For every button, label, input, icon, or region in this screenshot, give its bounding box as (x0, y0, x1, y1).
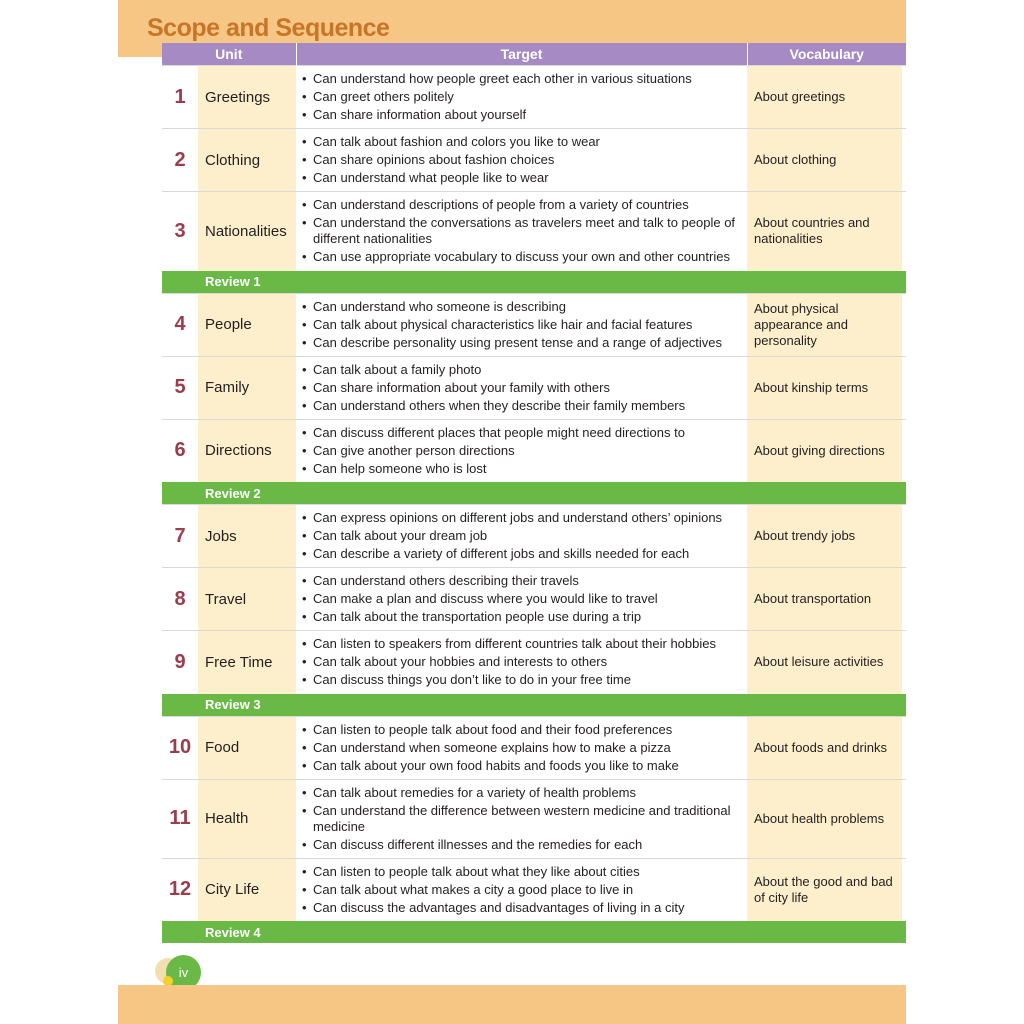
review-label: Review 2 (162, 482, 906, 505)
unit-name: Clothing (198, 129, 296, 192)
target-cell (296, 293, 747, 356)
target-item: • Can share opinions about fashion choices (302, 152, 743, 168)
target-item: • Can listen to people talk about food and their food preferences (302, 722, 743, 738)
vocabulary-cell: About greetings (747, 66, 902, 129)
vocabulary-cell: About health problems (747, 779, 902, 858)
target-item: • Can understand the difference between western medicine and traditional medicine (302, 803, 743, 835)
bottom-color-band (118, 985, 906, 1024)
vocabulary-cell: About transportation (747, 568, 902, 631)
unit-number: 5 (162, 356, 198, 419)
unit-number: 7 (162, 505, 198, 568)
target-item: • Can talk about what makes a city a good place to live in (302, 882, 743, 898)
target-item: • Can talk about your dream job (302, 528, 743, 544)
header-vocabulary: Vocabulary (747, 43, 906, 66)
page-number: iv (166, 955, 201, 990)
target-item: • Can share information about your family with others (302, 380, 743, 396)
target-item: • Can understand others describing their travels (302, 573, 743, 589)
target-item: • Can share information about yourself (302, 107, 743, 123)
unit-row (162, 293, 906, 356)
unit-name: Health (198, 779, 296, 858)
unit-row (162, 716, 906, 779)
target-item: • Can listen to people talk about what they like about cities (302, 864, 743, 880)
unit-number: 6 (162, 419, 198, 482)
unit-name: Food (198, 716, 296, 779)
unit-row (162, 66, 906, 129)
unit-name: Family (198, 356, 296, 419)
review-label: Review 3 (162, 694, 906, 717)
target-item: • Can understand descriptions of people from a variety of countries (302, 197, 743, 213)
target-item: • Can use appropriate vocabulary to discuss your own and other countries (302, 249, 743, 265)
unit-number: 4 (162, 293, 198, 356)
target-cell (296, 66, 747, 129)
target-item: • Can understand the conversations as travelers meet and talk to people of different nationalities (302, 215, 743, 247)
target-cell (296, 419, 747, 482)
target-cell (296, 716, 747, 779)
target-cell (296, 356, 747, 419)
unit-number: 1 (162, 66, 198, 129)
header-unit: Unit (162, 43, 296, 66)
review-row (162, 271, 906, 294)
target-item: • Can give another person directions (302, 443, 743, 459)
unit-name: Free Time (198, 631, 296, 694)
target-cell (296, 779, 747, 858)
unit-name: Directions (198, 419, 296, 482)
vocabulary-cell: About physical appearance and personality (747, 293, 902, 356)
target-item: • Can discuss the advantages and disadvantages of living in a city (302, 900, 743, 916)
target-item: • Can talk about your hobbies and interests to others (302, 654, 743, 670)
vocabulary-cell: About countries and nationalities (747, 192, 902, 271)
target-item: • Can talk about the transportation people use during a trip (302, 609, 743, 625)
unit-number: 8 (162, 568, 198, 631)
target-item: • Can express opinions on different jobs and understand others’ opinions (302, 510, 743, 526)
target-item: • Can discuss different illnesses and the remedies for each (302, 837, 743, 853)
unit-name: Nationalities (198, 192, 296, 271)
review-row (162, 482, 906, 505)
target-item: • Can understand others when they describe their family members (302, 398, 743, 414)
unit-name: People (198, 293, 296, 356)
unit-number: 11 (162, 779, 198, 858)
target-item: • Can describe personality using present tense and a range of adjectives (302, 335, 743, 351)
vocabulary-cell: About clothing (747, 129, 902, 192)
target-item: • Can make a plan and discuss where you would like to travel (302, 591, 743, 607)
target-cell (296, 858, 747, 921)
unit-row (162, 505, 906, 568)
target-item: • Can talk about physical characteristics like hair and facial features (302, 317, 743, 333)
target-item: • Can discuss things you don’t like to do in your free time (302, 672, 743, 688)
unit-number: 2 (162, 129, 198, 192)
table-header-row (162, 43, 906, 66)
vocabulary-cell: About giving directions (747, 419, 902, 482)
target-item: • Can talk about your own food habits and foods you like to make (302, 758, 743, 774)
unit-number: 10 (162, 716, 198, 779)
target-cell (296, 129, 747, 192)
target-cell (296, 192, 747, 271)
page-title: Scope and Sequence (147, 14, 390, 42)
unit-name: Greetings (198, 66, 296, 129)
unit-row (162, 568, 906, 631)
review-row (162, 921, 906, 943)
target-item: • Can understand how people greet each other in various situations (302, 71, 743, 87)
review-row (162, 694, 906, 717)
target-item: • Can listen to speakers from different countries talk about their hobbies (302, 636, 743, 652)
unit-name: City Life (198, 858, 296, 921)
review-label: Review 4 (162, 921, 906, 943)
vocabulary-cell: About kinship terms (747, 356, 902, 419)
unit-row (162, 129, 906, 192)
vocabulary-cell: About the good and bad of city life (747, 858, 902, 921)
header-target: Target (296, 43, 747, 66)
target-item: • Can understand when someone explains how to make a pizza (302, 740, 743, 756)
unit-row (162, 419, 906, 482)
unit-row (162, 631, 906, 694)
review-label: Review 1 (162, 271, 906, 294)
unit-row (162, 356, 906, 419)
target-item: • Can understand who someone is describing (302, 299, 743, 315)
target-item: • Can talk about remedies for a variety of health problems (302, 785, 743, 801)
scope-sequence-table (162, 43, 906, 943)
vocabulary-cell: About leisure activities (747, 631, 902, 694)
target-cell (296, 631, 747, 694)
target-item: • Can talk about a family photo (302, 362, 743, 378)
unit-number: 9 (162, 631, 198, 694)
target-item: • Can understand what people like to wear (302, 170, 743, 186)
target-cell (296, 505, 747, 568)
unit-number: 12 (162, 858, 198, 921)
unit-row (162, 779, 906, 858)
target-item: • Can discuss different places that people might need directions to (302, 425, 743, 441)
unit-row (162, 192, 906, 271)
unit-name: Travel (198, 568, 296, 631)
target-item: • Can help someone who is lost (302, 461, 743, 477)
target-item: • Can talk about fashion and colors you like to wear (302, 134, 743, 150)
unit-row (162, 858, 906, 921)
unit-number: 3 (162, 192, 198, 271)
vocabulary-cell: About foods and drinks (747, 716, 902, 779)
unit-name: Jobs (198, 505, 296, 568)
target-cell (296, 568, 747, 631)
vocabulary-cell: About trendy jobs (747, 505, 902, 568)
target-item: • Can describe a variety of different jobs and skills needed for each (302, 546, 743, 562)
target-item: • Can greet others politely (302, 89, 743, 105)
